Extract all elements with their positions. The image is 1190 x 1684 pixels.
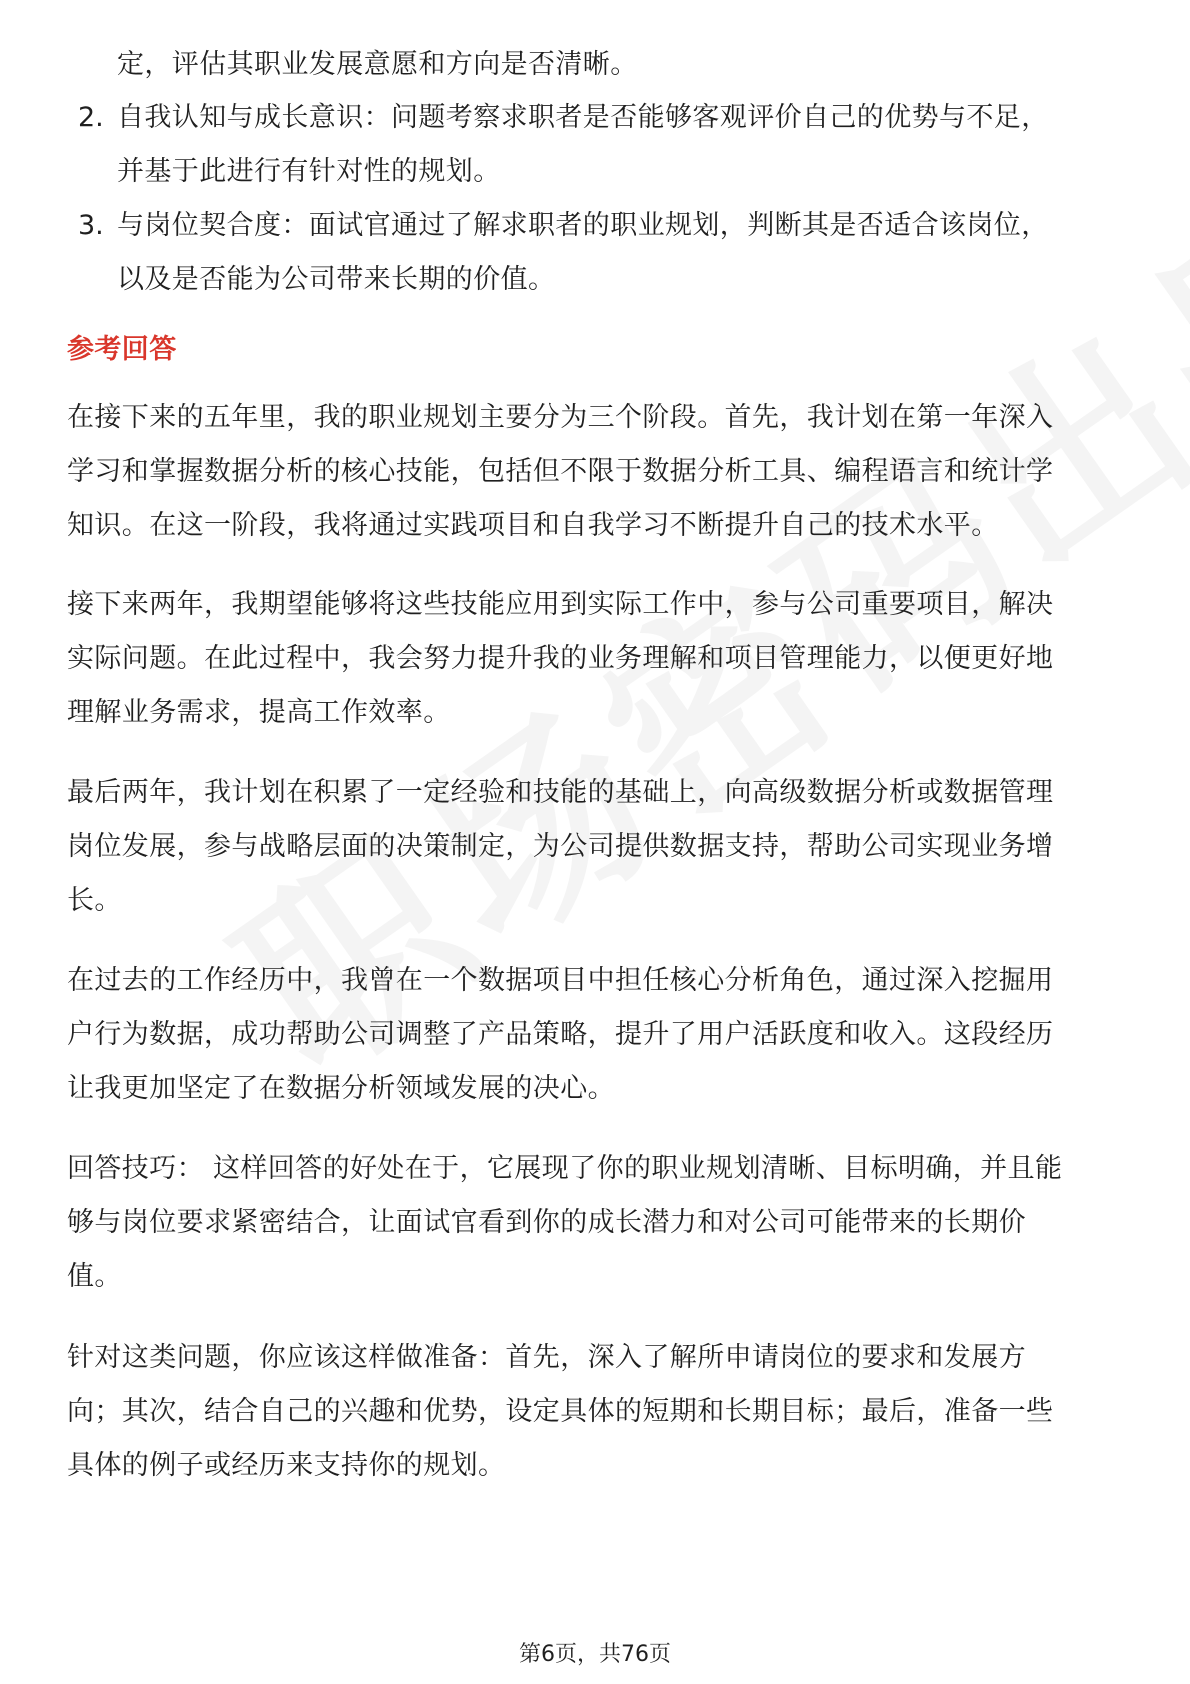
list-item-line: 自我认知与成长意识：问题考察求职者是否能够客观评价自己的优势与不足， <box>117 102 1049 133</box>
list-number: 3. <box>78 210 104 241</box>
paragraph-line: 在接下来的五年里，我的职业规划主要分为三个阶段。首先，我计划在第一年深入 <box>67 402 1054 433</box>
paragraph-line: 实际问题。在此过程中，我会努力提升我的业务理解和项目管理能力，以便更好地 <box>67 643 1054 674</box>
paragraph-line: 知识。在这一阶段，我将通过实践项目和自我学习不断提升自己的技术水平。 <box>67 510 999 541</box>
paragraph-line: 够与岗位要求紧密结合，让面试官看到你的成长潜力和对公司可能带来的长期价 <box>67 1207 1026 1238</box>
paragraph-line: 岗位发展，参与战略层面的决策制定，为公司提供数据支持，帮助公司实现业务增 <box>67 831 1054 862</box>
list-number: 2. <box>78 102 104 133</box>
list-item-line: 以及是否能为公司带来长期的价值。 <box>117 264 556 295</box>
section-heading: 参考回答 <box>67 334 177 365</box>
paragraph-line: 让我更加坚定了在数据分析领域发展的决心。 <box>67 1073 615 1104</box>
paragraph-line: 回答技巧： 这样回答的好处在于，它展现了你的职业规划清晰、目标明确，并且能 <box>67 1153 1063 1184</box>
paragraph-line: 向；其次，结合自己的兴趣和优势，设定具体的短期和长期目标；最后，准备一些 <box>67 1396 1054 1427</box>
list-item-line: 并基于此进行有针对性的规划。 <box>117 156 501 187</box>
paragraph-line: 具体的例子或经历来支持你的规划。 <box>67 1450 506 1481</box>
paragraph-line: 最后两年，我计划在积累了一定经验和技能的基础上，向高级数据分析或数据管理 <box>67 777 1054 808</box>
continuation-line: 定，评估其职业发展意愿和方向是否清晰。 <box>117 49 638 80</box>
page-footer: 第6页，共76页 <box>519 1642 671 1667</box>
paragraph-line: 长。 <box>67 885 122 916</box>
paragraph-line: 理解业务需求，提高工作效率。 <box>67 697 451 728</box>
paragraph-line: 值。 <box>67 1261 122 1292</box>
paragraph-line: 接下来两年，我期望能够将这些技能应用到实际工作中，参与公司重要项目，解决 <box>67 589 1054 620</box>
list-item-line: 与岗位契合度：面试官通过了解求职者的职业规划，判断其是否适合该岗位， <box>117 210 1049 241</box>
paragraph-line: 在过去的工作经历中，我曾在一个数据项目中担任核心分析角色，通过深入挖掘用 <box>67 965 1054 996</box>
paragraph-line: 学习和掌握数据分析的核心技能，包括但不限于数据分析工具、编程语言和统计学 <box>67 456 1054 487</box>
paragraph-line: 户行为数据，成功帮助公司调整了产品策略，提升了用户活跃度和收入。这段经历 <box>67 1019 1054 1050</box>
paragraph-line: 针对这类问题，你应该这样做准备：首先，深入了解所申请岗位的要求和发展方 <box>67 1342 1026 1373</box>
